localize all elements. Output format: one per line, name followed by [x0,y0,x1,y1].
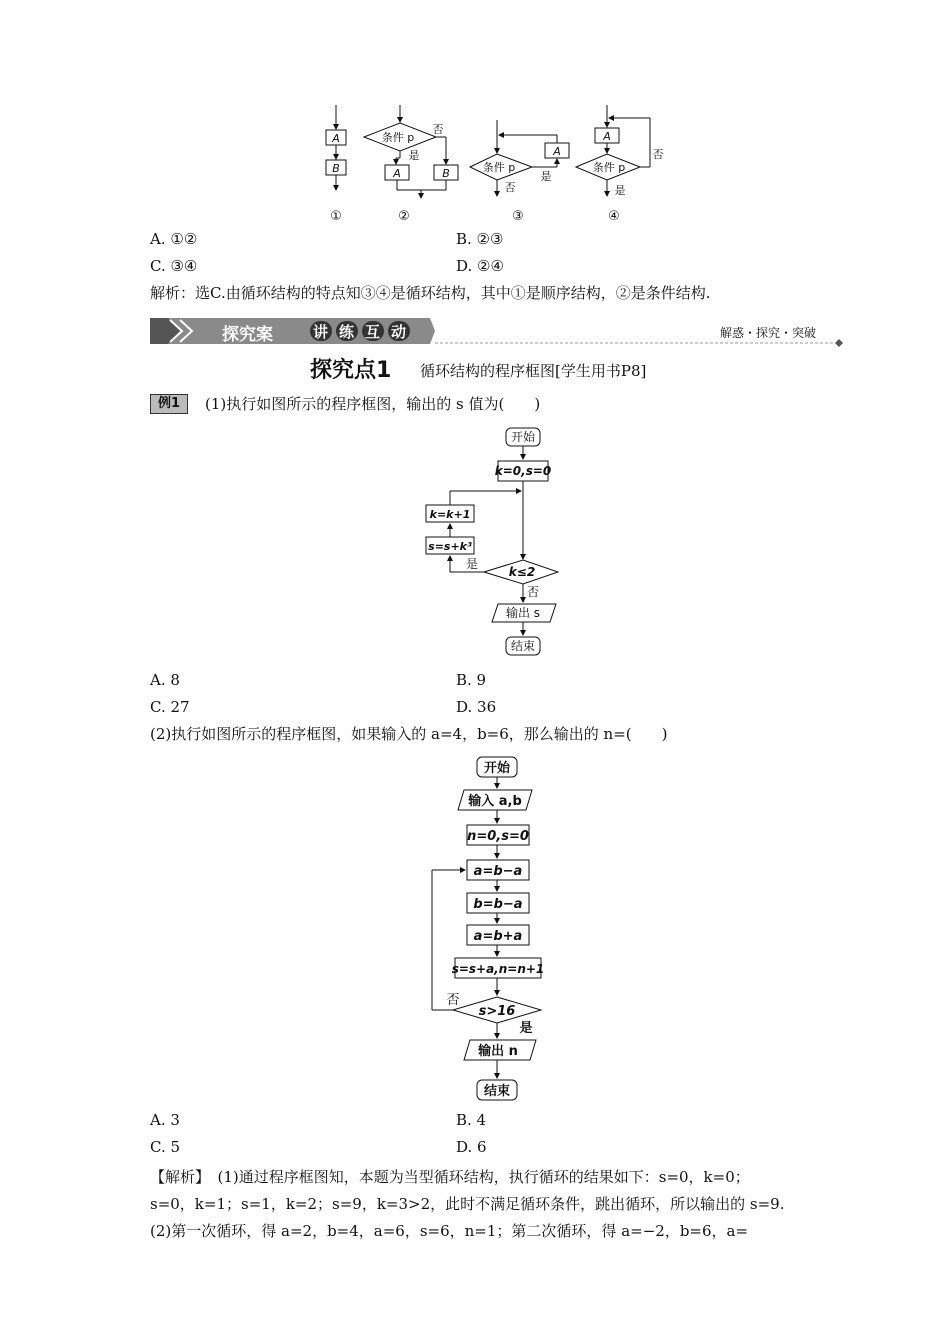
q1-option-c: C. 27 [150,698,190,716]
caption-2: ② [398,209,410,224]
fc2-end: 结束 [483,1084,511,1099]
fc2-yes: 是 [519,1021,533,1036]
fc2-output: 输出 n [478,1044,518,1059]
q0-analysis: 解析：选C.由循环结构的特点知③④是循环结构，其中①是顺序结构，②是条件结构. [150,284,711,302]
point-subtitle: 循环结构的程序框图[学生用书P8] [420,362,647,380]
fc1-end: 结束 [510,639,536,653]
fig1-box-a: A [332,132,340,145]
fc2-init: n=0,s=0 [467,829,529,844]
fig2-yes: 是 [408,149,420,162]
fc2-input: 输入 a,b [468,794,522,809]
q2-option-b: B. 4 [456,1111,487,1129]
fc2-no: 否 [446,993,460,1008]
fc1-s-update: s=s+k³ [428,540,472,553]
section-title-left: 探究案 [222,325,273,345]
fc2-step3: a=b+a [473,929,523,944]
fig2-box-b: B [442,167,450,180]
fc1-yes: 是 [465,557,479,571]
flowchart-2 [420,754,570,1104]
fig3-box-a: A [553,145,561,158]
solution-line-2: s=0，k=1；s=1，k=2；s=9，k=3>2，此时不满足循环条件，跳出循环，所以输出的 s=9. [150,1195,785,1213]
flowchart-1 [420,425,570,660]
fc2-cond: s>16 [478,1004,516,1019]
section-tagline: 解惑・探究・突破 [720,326,817,340]
q0-option-d: D. ②④ [456,257,504,275]
fig3-cond: 条件 p [482,161,516,174]
solution-line-1: 【解析】 (1)通过程序框图知，本题为当型循环结构，执行循环的结果如下：s=0，k=0； [150,1168,750,1186]
fig4-yes: 是 [614,184,626,197]
q0-option-a: A. ①② [150,230,198,248]
fig2-no: 否 [432,123,444,136]
fc1-start: 开始 [510,430,536,444]
fc2-step4: s=s+a,n=n+1 [451,962,545,976]
q0-option-c: C. ③④ [150,257,198,275]
fig1-box-b: B [332,162,340,175]
solution-line-3: (2)第一次循环，得 a=2，b=4，a=6，s=6，n=1；第二次循环，得 a=−2，b=6，a= [150,1222,749,1240]
q2-option-c: C. 5 [150,1138,181,1156]
fc1-cond: k≤2 [508,565,536,579]
q2-option-a: A. 3 [150,1111,180,1129]
structure-diagrams [300,100,680,225]
fc2-step2: b=b−a [473,897,523,912]
q1-text: (1)执行如图所示的程序框图，输出的 s 值为( ) [205,395,541,413]
fig3-no: 否 [504,181,516,194]
q1-option-d: D. 36 [456,698,497,716]
fc2-step1: a=b−a [473,864,523,879]
fig2-cond: 条件 p [381,131,415,144]
q2-text: (2)执行如图所示的程序框图，如果输入的 a=4，b=6，那么输出的 n=( ) [150,725,668,743]
fig2-box-a: A [393,167,401,180]
fig4-box-a: A [603,130,611,143]
fc1-k-inc: k=k+1 [429,508,471,521]
fc1-output: 输出 s [505,606,541,620]
caption-3: ③ [512,209,524,224]
fig3-yes: 是 [540,170,552,183]
point-title: 探究点1 [310,358,392,383]
q1-option-a: A. 8 [150,671,180,689]
fig4-no: 否 [652,148,664,161]
section-title-right: 讲练互动 [313,323,418,341]
q1-option-b: B. 9 [456,671,487,689]
fc1-no: 否 [526,585,540,599]
q0-option-b: B. ②③ [456,230,504,248]
fc1-init: k=0,s=0 [494,464,552,478]
fig4-cond: 条件 p [592,161,626,174]
caption-4: ④ [608,209,620,224]
fc2-start: 开始 [483,761,511,776]
example-badge: 例1 [150,394,188,414]
q2-option-d: D. 6 [456,1138,487,1156]
caption-1: ① [330,209,342,224]
